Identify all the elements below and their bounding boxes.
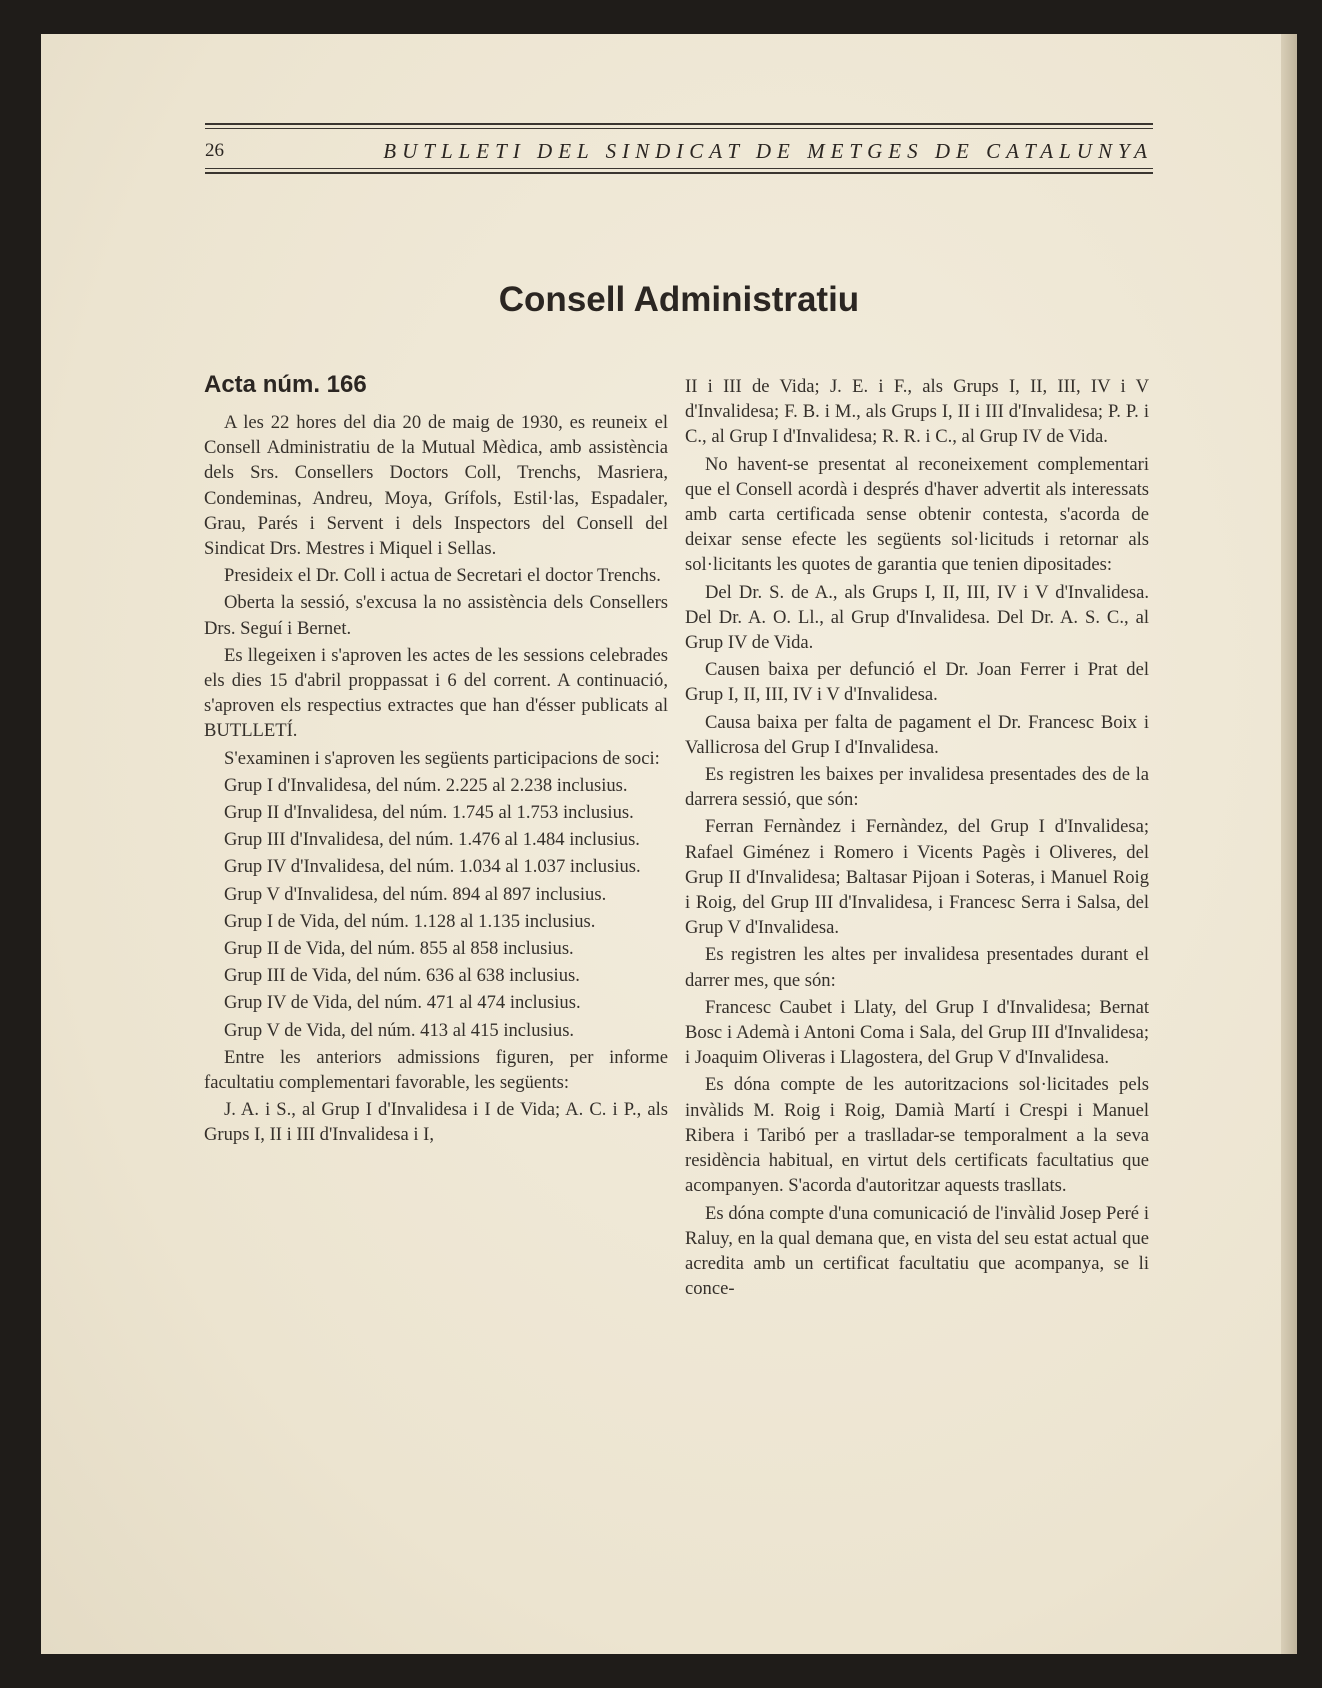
paragraph: Es dóna compte de les autoritzacions sol·licitades pels invàlids M. Roig i Roig, Damià Martí i Crespi i Manuel Ribera i Taribó per a traslladar-se temporalment a la seva residència habitual, en virtut dels certificats facultatius que acompanyen. S'acorda d'autoritzar aquests trasllats.: [685, 1074, 1149, 1197]
paragraph: Causa baixa per falta de pagament el Dr. Francesc Boix i Vallicrosa del Grup I d'Invalidesa.: [685, 711, 1149, 758]
paragraph: Francesc Caubet i Llaty, del Grup I d'Invalidesa; Bernat Bosc i Ademà i Antoni Coma i Sala, del Grup III d'Invalidesa; i Joaquim Oliveras i Llagostera, del Grup V d'Invalidesa.: [685, 996, 1149, 1069]
acta-heading: Acta núm. 166: [204, 371, 367, 398]
paragraph: II i III de Vida; J. E. i F., als Grups I, II, III, IV i V d'Invalidesa; F. B. i M., als Grups I, II i III d'Invalidesa; P. P. i C., al Grup I d'Invalidesa; R. R. i C., al Grup IV de Vida.: [685, 376, 1149, 448]
left-column: [204, 370, 668, 1150]
paragraph: Ferran Fernàndez i Fernàndez, del Grup I d'Invalidesa; Rafael Giménez i Romero i Vicents Pagès i Oliveres, del Grup II d'Invalidesa; Baltasar Pijoan i Soteras, i Manuel Roig i Roig, del Grup III d'Invalidesa, i Francesc Serra i Salsa, del Grup V d'Invalidesa.: [685, 816, 1149, 939]
paragraph: Es llegeixen i s'aproven les actes de les sessions celebrades els dies 15 d'abril proppassat i 6 del corrent. A continuació, s'aproven els respectius extractes que han d'ésser publicats al BUTLLETÍ.: [204, 644, 668, 742]
header-rule-top-thin: [205, 128, 1153, 129]
paragraph: Causen baixa per defunció el Dr. Joan Ferrer i Prat del Grup I, II, III, IV i V d'Invalidesa.: [685, 659, 1149, 706]
list-item: Grup III d'Invalidesa, del núm. 1.476 al 1.484 inclusius.: [224, 829, 640, 851]
page-edge: [1281, 34, 1297, 1654]
paragraph: Es dóna compte d'una comunicació de l'invàlid Josep Peré i Raluy, en la qual demana que, en vista del seu estat actual que acredita amb un certificat facultatiu que acompanya, se li conce-: [685, 1202, 1149, 1300]
right-column: [685, 374, 1149, 1303]
running-header: [205, 123, 1153, 178]
paragraph: Es registren les altes per invalidesa presentades durant el darrer mes, que són:: [685, 944, 1149, 991]
paragraph: J. A. i S., al Grup I d'Invalidesa i I de Vida; A. C. i P., als Grups I, II i III d'Invalidesa i I,: [204, 1099, 668, 1146]
list-item: Grup II de Vida, del núm. 855 al 858 inclusius.: [224, 938, 574, 960]
page-number: 26: [205, 140, 224, 161]
paragraph: A les 22 hores del dia 20 de maig de 1930, es reuneix el Consell Administratiu de la Mutual Mèdica, amb assistència dels Srs. Consellers Doctors Coll, Trenchs, Masriera, Condeminas, Andreu, Moya, Grífols, Estil·las, Espadaler, Grau, Parés i Servent i dels Inspectors del Consell del Sindicat Drs. Mestres i Miquel i Sellas.: [204, 412, 668, 560]
paragraph: Presideix el Dr. Coll i actua de Secretari el doctor Trenchs.: [224, 565, 661, 587]
header-rule-bottom-thin: [205, 168, 1153, 169]
running-title: BUTLLETI DEL SINDICAT DE METGES DE CATALUNYA: [383, 138, 1153, 163]
header-rule-top: [205, 123, 1153, 125]
paragraph: Del Dr. S. de A., als Grups I, II, III, IV i V d'Invalidesa. Del Dr. A. O. Ll., al Grup d'Invalidesa. Del Dr. A. S. C., al Grup IV de Vida.: [685, 581, 1149, 654]
running-header-text: [205, 137, 1153, 165]
paragraph: Oberta la sessió, s'excusa la no assistència dels Consellers Drs. Seguí i Bernet.: [204, 592, 668, 639]
list-item: Grup IV d'Invalidesa, del núm. 1.034 al 1.037 inclusius.: [224, 856, 641, 878]
paragraph: Entre les anteriors admissions figuren, per informe facultatiu complementari favorable, les següents:: [204, 1046, 668, 1094]
list-item: Grup IV de Vida, del núm. 471 al 474 inclusius.: [224, 992, 581, 1014]
paragraph: Es registren les baixes per invalidesa presentades des de la darrera sessió, que són:: [685, 764, 1149, 811]
list-item: Grup I de Vida, del núm. 1.128 al 1.135 inclusius.: [224, 910, 596, 932]
list-item: Grup I d'Invalidesa, del núm. 2.225 al 2.238 inclusius.: [224, 774, 628, 796]
list-item: Grup II d'Invalidesa, del núm. 1.745 al 1.753 inclusius.: [224, 802, 634, 824]
section-title: Consell Administratiu: [498, 280, 860, 319]
list-item: Grup V d'Invalidesa, del núm. 894 al 897 inclusius.: [224, 883, 607, 905]
paragraph: S'examinen i s'aproven les següents participacions de soci:: [224, 747, 660, 769]
list-item: Grup V de Vida, del núm. 413 al 415 inclusius.: [224, 1019, 575, 1041]
header-rule-bottom: [205, 172, 1153, 174]
paragraph: No havent-se presentat al reconeixement complementari que el Consell acordà i després d'haver advertit als interessats amb carta certificada sense obtenir contesta, s'acorda de deixar sense efecte les següents sol·licituds i retornar als sol·licitants les quotes de garantia que tenien dipositades:: [685, 453, 1149, 576]
list-item: Grup III de Vida, del núm. 636 al 638 inclusius.: [224, 965, 580, 987]
